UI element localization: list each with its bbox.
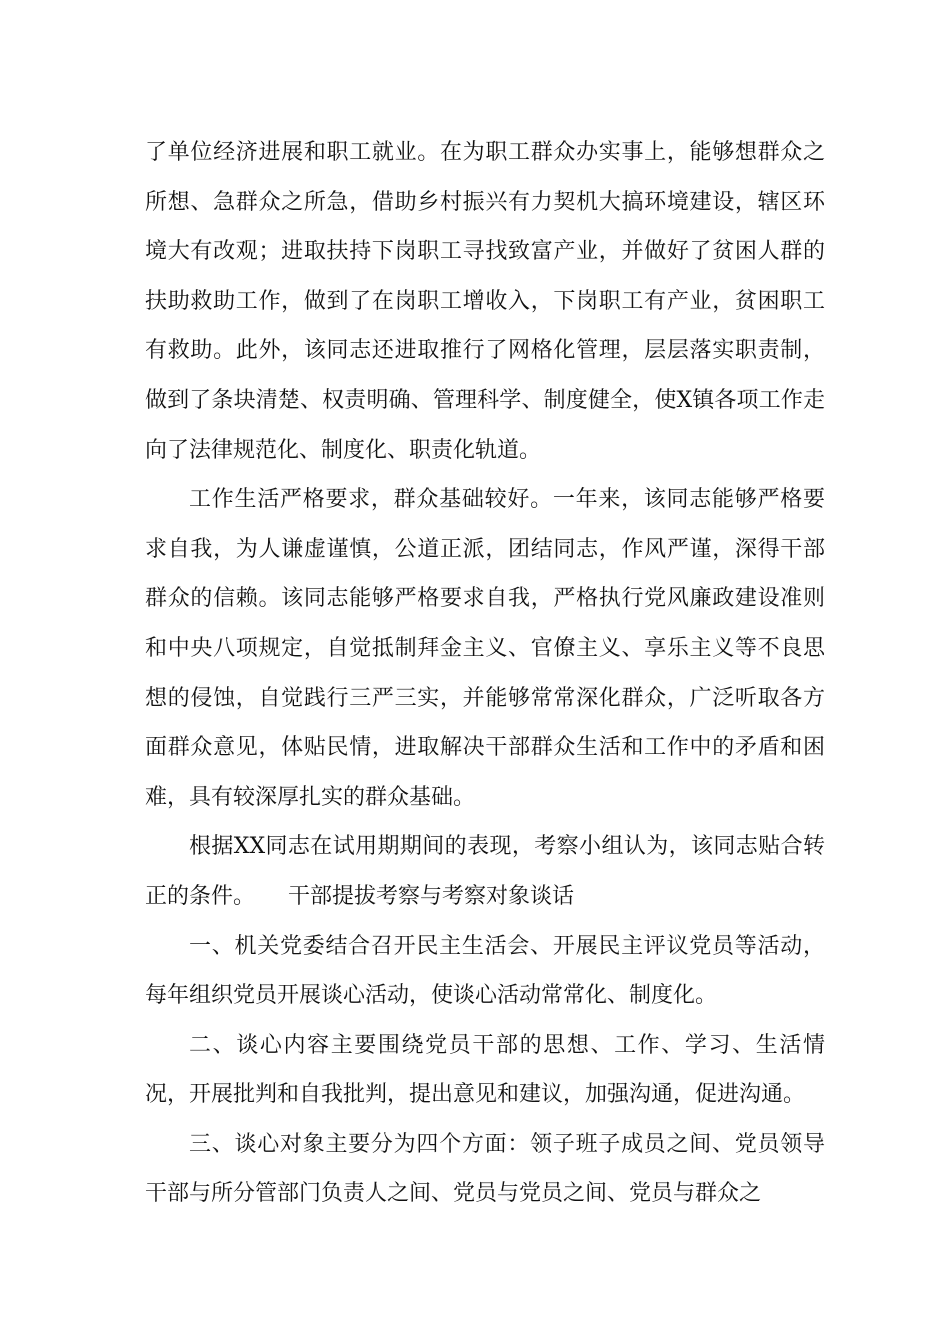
paragraph-work-life: 工作生活严格要求，群众基础较好。一年来，该同志能够严格要求自我，为人谦虚谨慎，公道正派，团结同志，作风严谨，深得干部群众的信赖。该同志能够严格要求自我，严格执行党风廉政建设准则和中央八项规定，自觉抵制拜金主义、官僚主义、享乐主义等不良思想的侵蚀，自觉践行三严三实，并能够常常深化群众，广泛听取各方面群众意见，体贴民情，进取解决干部群众生活和工作中的矛盾和困难，具有较深厚扎实的群众基础。 <box>145 487 825 810</box>
paragraph-item-2: 二、谈心内容主要围绕党员干部的思想、工作、学习、生活情况，开展批判和自我批判，提出意见和建议，加强沟通，促进沟通。 <box>145 1032 825 1108</box>
document-body <box>145 128 825 1219</box>
paragraph-conclusion: 根据XX同志在试用期期间的表现，考察小组认为，该同志贴合转正的条件。 干部提拔考察与考察对象谈话 <box>145 834 825 909</box>
paragraph-item-1: 一、机关党委结合召开民主生活会、开展民主评议党员等活动，每年组织党员开展谈心活动，使谈心活动常常化、制度化。 <box>145 933 825 1009</box>
paragraph-item-3: 三、谈心对象主要分为四个方面：领子班子成员之间、党员领导干部与所分管部门负责人之间、党员与党员之间、党员与群众之 <box>145 1131 825 1207</box>
paragraph-continued: 了单位经济进展和职工就业。在为职工群众办实事上，能够想群众之所想、急群众之所急，借助乡村振兴有力契机大搞环境建设，辖区环境大有改观；进取扶持下岗职工寻找致富产业，并做好了贫困人群的扶助救助工作，做到了在岗职工增收入，下岗职工有产业，贫困职工有救助。此外，该同志还进取推行了网格化管理，层层落实职责制，做到了条块清楚、权责明确、管理科学、制度健全，使X镇各项工作走向了法律规范化、制度化、职责化轨道。 <box>145 140 825 463</box>
